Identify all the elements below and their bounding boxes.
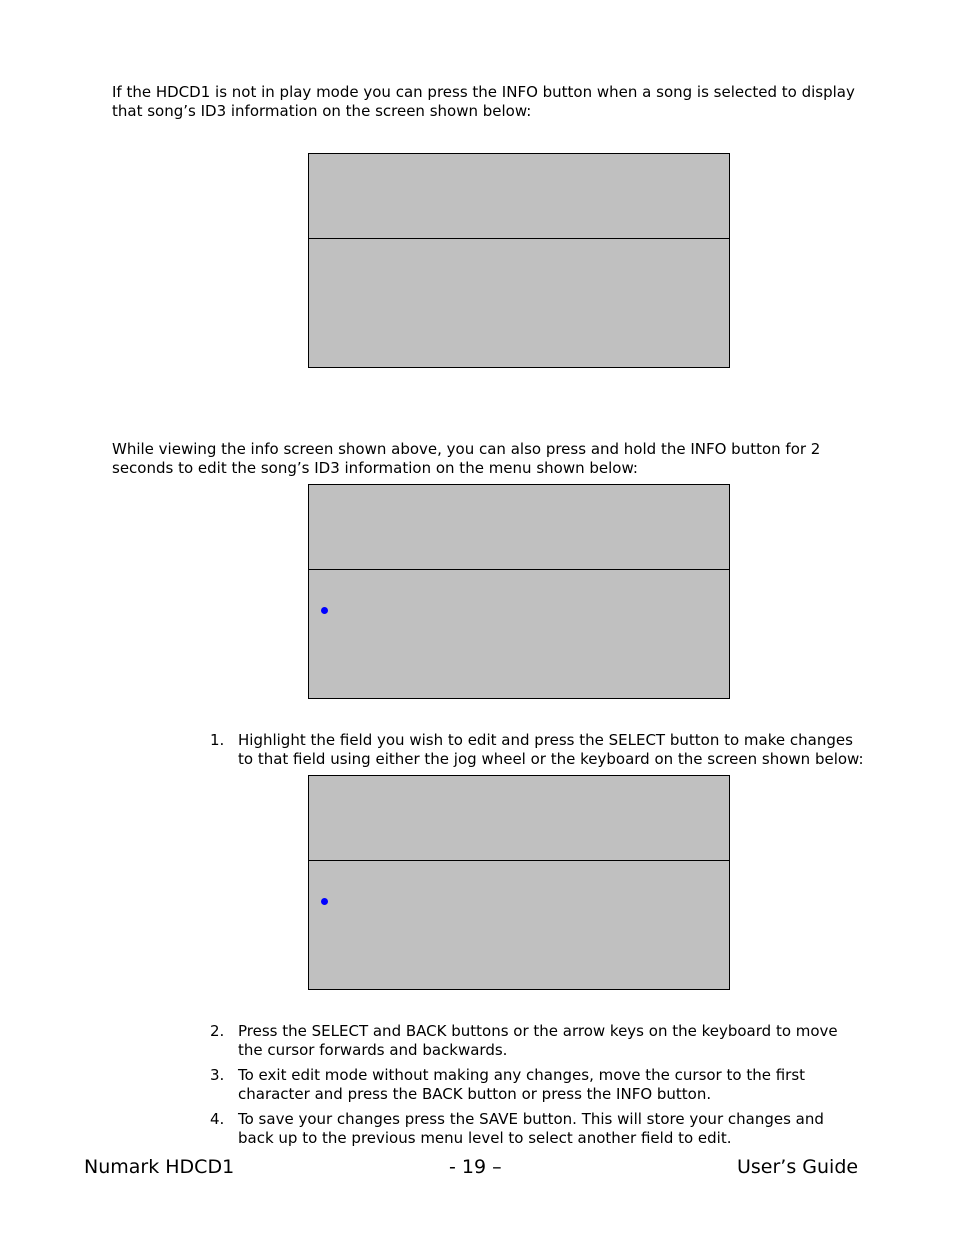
step-line-1: To save your changes press the SAVE button. This will store your changes and	[238, 1110, 824, 1128]
intro-paragraph	[112, 83, 912, 121]
edit-menu-screen-figure	[308, 484, 730, 699]
edit-intro-paragraph	[112, 440, 912, 478]
selection-bullet-icon	[321, 607, 328, 614]
step-line-1: Press the SELECT and BACK buttons or the arrow keys on the keyboard to move	[238, 1022, 838, 1040]
step-line-2: character and press the BACK button or press the INFO button.	[238, 1085, 712, 1103]
step-line-2: the cursor forwards and backwards.	[238, 1041, 508, 1059]
footer-page-number: - 19 –	[449, 1156, 502, 1178]
step-4	[210, 1110, 900, 1148]
screen-divider	[309, 569, 729, 570]
screen-divider	[309, 238, 729, 239]
step-number: 4.	[210, 1110, 225, 1128]
step-number: 2.	[210, 1022, 225, 1040]
step-line-2: back up to the previous menu level to select another field to edit.	[238, 1129, 732, 1147]
footer-guide-title: User’s Guide	[737, 1156, 859, 1178]
step-2	[210, 1022, 900, 1060]
selection-bullet-icon	[321, 898, 328, 905]
step-line-1: To exit edit mode without making any changes, move the cursor to the first	[238, 1066, 806, 1084]
step-number: 1.	[210, 731, 225, 749]
info-screen-figure	[308, 153, 730, 368]
step-line-2: to that field using either the jog wheel or the keyboard on the screen shown below:	[238, 750, 864, 768]
step-line-1: Highlight the field you wish to edit and press the SELECT button to make changes	[238, 731, 853, 749]
intro-line-2: that song’s ID3 information on the screen shown below:	[112, 102, 532, 120]
edit-intro-line-2: seconds to edit the song’s ID3 information on the menu shown below:	[112, 459, 638, 477]
footer-product-name: Numark HDCD1	[84, 1156, 235, 1178]
edit-intro-line-1: While viewing the info screen shown above, you can also press and hold the INFO button for 2	[112, 440, 821, 458]
field-edit-screen-figure	[308, 775, 730, 990]
step-3	[210, 1066, 900, 1104]
intro-line-1: If the HDCD1 is not in play mode you can press the INFO button when a song is selected to display	[112, 83, 855, 101]
step-1	[210, 731, 900, 769]
screen-divider	[309, 860, 729, 861]
step-number: 3.	[210, 1066, 225, 1084]
